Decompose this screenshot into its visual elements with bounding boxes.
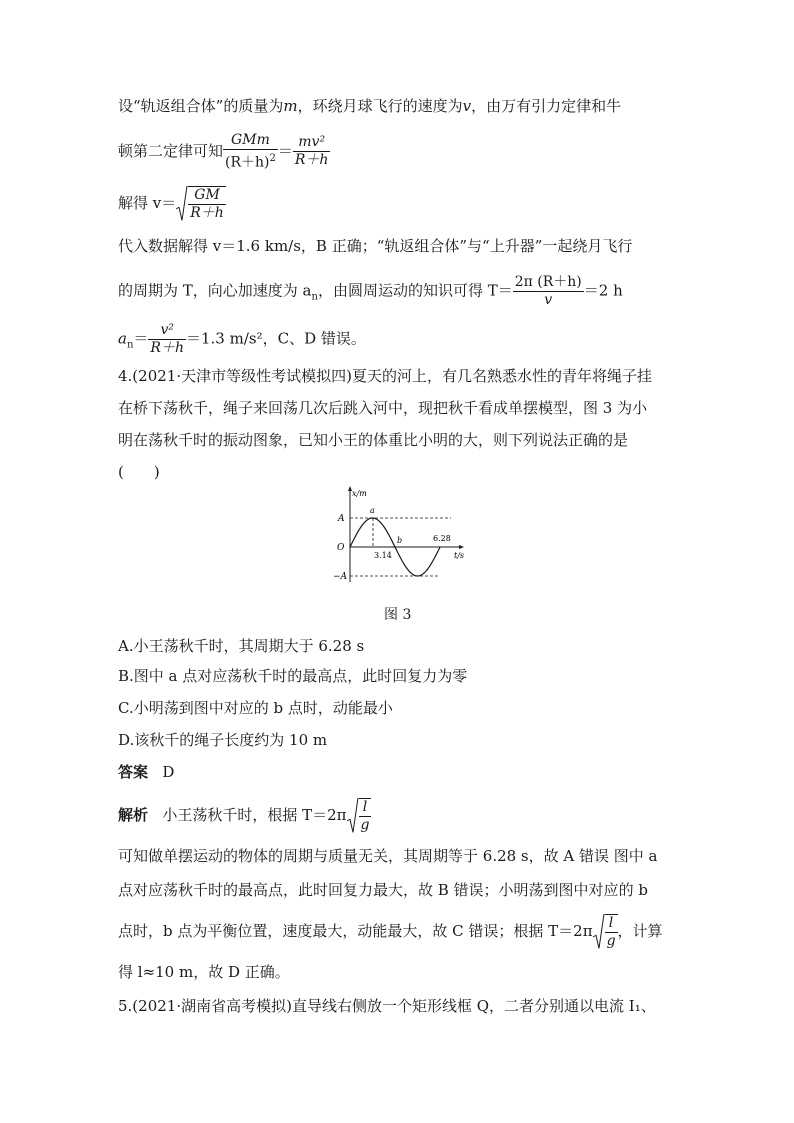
text-line-6 — [118, 322, 366, 357]
sqrt-expression — [347, 798, 372, 834]
answer-line — [118, 762, 174, 782]
option-a: A.小王荡秋千时，其周期大于 6.28 s — [118, 637, 365, 655]
fraction-denominator: g — [606, 933, 616, 949]
analysis-line-2: 可知做单摆运动的物体的周期与质量无关，其周期等于 6.28 s，故 A 错误 图中 a — [118, 847, 658, 865]
text-segment: 小王荡秋千时，根据 T＝2π — [162, 806, 347, 824]
option-c: C.小明荡到图中对应的 b 点时，动能最小 — [118, 699, 393, 717]
subscript: n — [311, 291, 318, 303]
text-segment: ，环绕月球飞行的速度为 — [297, 97, 463, 115]
text-segment: 的周期为 T，向心加速度为 a — [118, 281, 312, 300]
oscillation-graph — [330, 482, 470, 594]
text-segment: 点时，b 点为平衡位置，速度最大，动能最大，故 C 错误；根据 T＝2π — [118, 922, 593, 940]
text-segment: ，由万有引力定律和牛 — [471, 97, 622, 115]
text-segment: 解得 v＝ — [118, 194, 177, 212]
text-segment: ＝2 h — [583, 281, 623, 300]
text-line-3 — [118, 186, 226, 222]
analysis-label: 解析 — [118, 806, 149, 824]
fraction-denominator: R＋h — [294, 152, 329, 169]
sqrt-expression — [593, 914, 618, 950]
question-4-blank: ( ) — [118, 463, 160, 481]
question-4-line-1: 4.(2021·天津市等级性考试模拟四)夏天的河上，有几名熟悉水性的青年将绳子挂 — [118, 367, 652, 385]
equals-sign: ＝ — [277, 141, 293, 160]
text-segment: 设“轨返组合体”的质量为 — [118, 97, 284, 115]
sqrt-sign-icon — [593, 914, 605, 950]
text-segment: 顿第二定律可知 — [118, 141, 224, 160]
figure-caption: 图 3 — [384, 607, 412, 623]
point-a-label: a — [370, 506, 375, 515]
y-tick-A: A — [338, 514, 345, 524]
fraction-denominator: (R＋h) — [225, 154, 270, 171]
sqrt-sign-icon — [347, 798, 359, 834]
origin-label: O — [337, 543, 345, 553]
x-axis-arrow-icon — [459, 545, 464, 549]
fraction-numerator: v² — [160, 322, 174, 338]
fraction-numerator: l — [362, 799, 368, 815]
x-axis-label: t/s — [454, 551, 465, 560]
fraction-acceleration — [148, 322, 186, 357]
y-tick-neg-A: −A — [333, 572, 348, 582]
fraction-numerator: 2π (R＋h) — [514, 274, 582, 290]
point-b-label: b — [397, 536, 403, 545]
option-b: B.图中 a 点对应荡秋千时的最高点，此时回复力为零 — [118, 667, 468, 685]
analysis-line-5: 得 l≈10 m，故 D 正确。 — [118, 963, 290, 981]
text-segment: ，计算 — [617, 922, 663, 940]
analysis-line-4 — [118, 914, 663, 950]
text-line-4: 代入数据解得 v＝1.6 km/s，B 正确；“轨返组合体”与“上升器”一起绕月飞行 — [118, 237, 633, 255]
text-line-2 — [118, 132, 330, 172]
var-m: m — [283, 97, 298, 115]
sqrt-sign-icon — [176, 186, 188, 222]
answer-value: D — [162, 763, 175, 781]
fraction-centripetal — [293, 134, 331, 169]
text-segment: ＝ — [133, 329, 149, 348]
text-line-5 — [118, 274, 623, 309]
fraction-gravity — [223, 132, 278, 172]
fraction-denominator: R＋h — [150, 340, 184, 356]
fraction-numerator: GM — [194, 187, 220, 203]
answer-label: 答案 — [118, 763, 149, 781]
text-segment: ＝1.3 m/s²，C、D 错误。 — [185, 329, 366, 348]
fraction-numerator: GMm — [231, 132, 270, 148]
question-4-line-2: 在桥下荡秋千，绳子来回荡几次后跳入河中，现把秋千看成单摆模型，图 3 为小 — [118, 399, 648, 417]
x-tick-6.28: 6.28 — [433, 534, 451, 543]
exponent: 2 — [269, 153, 276, 164]
var-a: a — [118, 329, 127, 348]
var-v: v — [462, 97, 472, 115]
fraction-denominator: R＋h — [190, 205, 224, 221]
analysis-line-1 — [118, 798, 371, 834]
subscript: n — [126, 339, 134, 351]
fraction-denominator: v — [544, 292, 553, 308]
text-line-1 — [118, 96, 621, 116]
y-axis-label: x/m — [352, 489, 367, 498]
question-4-line-3: 明在荡秋千时的振动图象，已知小王的体重比小明的大，则下列说法正确的是 — [118, 431, 629, 449]
x-tick-3.14: 3.14 — [374, 551, 392, 560]
option-d: D.该秋千的绳子长度约为 10 m — [118, 731, 328, 749]
text-segment: ，由圆周运动的知识可得 T＝ — [317, 281, 513, 300]
sqrt-expression — [176, 186, 226, 222]
fraction-denominator: g — [360, 817, 370, 833]
fraction-period — [513, 274, 584, 309]
fraction-numerator: l — [608, 915, 614, 931]
fraction-numerator: mv² — [298, 134, 326, 151]
analysis-line-3: 点对应荡秋千时的最高点，此时回复力最大，故 B 错误；小明荡到图中对应的 b — [118, 881, 648, 899]
question-5-line-1: 5.(2021·湖南省高考模拟)直导线右侧放一个矩形线框 Q，二者分别通以电流 I₁、 — [118, 997, 656, 1015]
